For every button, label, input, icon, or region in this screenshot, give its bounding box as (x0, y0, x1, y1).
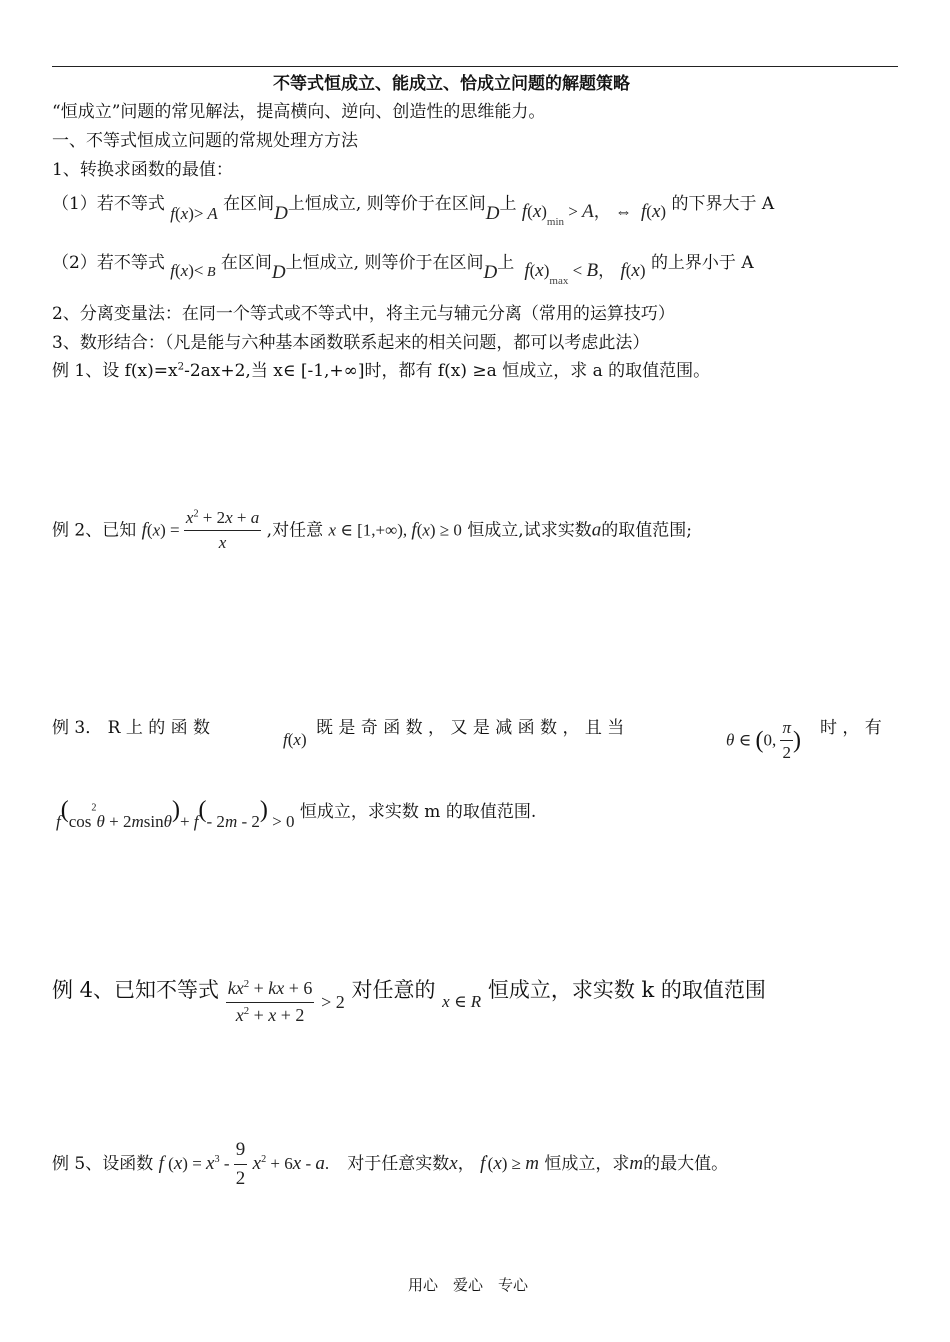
formula-fmin-gt-A: f (521, 201, 528, 222)
item-3-text: 3、数形结合：（凡是能与六种基本函数联系起来的相关问题，都可以考虑此法） (52, 333, 650, 353)
example-4-fraction: $\frac{kx^2 + kx + 6}{x^2 + x + 2}$ (227, 978, 313, 1025)
example-3-shi: 时 ， 有 (820, 718, 882, 738)
item-1-heading: 1、转换求函数的最值： (52, 160, 233, 180)
header-rule (52, 66, 898, 67)
example-5: 例 5、设函数 f $(x) = x^3$ - $\frac{9}{2}$ $x^2 + 6x - a$. 对于任意实数x， f′(x) ≥ m 恒成立，求m的最大值。 (52, 1139, 729, 1189)
example-4: 例 4、已知不等式 $\frac{kx^2 + kx + 6}{x^2 + x + 2}$ > 2 对任意的 $^x$ ∈ $^R$ 恒成立，求实数 k 的取值范围 (52, 978, 766, 1025)
example-3-theta-interval: θ ∈ (0, $\frac{\pi}{2}$ ) (726, 718, 801, 763)
example-3-line-2: $f(\cos^2\theta + 2msin\theta)+ f(-$ 2m - 2) > 0 恒成立，求实数 m 的取值范围. (56, 797, 537, 831)
example-3-middle: 既 是 奇 函 数 ， 又 是 减 函 数 ， 且 当 (316, 718, 625, 738)
example-3-fx: f(x) (283, 730, 307, 749)
condition-2: （2）若不等式 f(x)< $_B$ 在区间D上恒成立, 则等价于在区间D上 $f(x)_{max} < B$， f(x) 的上界小于 A (52, 253, 754, 288)
condition-2-label: （2）若不等式 (52, 253, 165, 273)
formula-f-gt-A: f (170, 204, 175, 223)
intro-text: “恒成立”问题的常见解法，提高横向、逆向、创造性的思维能力。 (52, 102, 546, 122)
example-2-fraction: $\frac{x^2 + 2x + a}{x}$ (185, 508, 260, 553)
item-2-text: 2、分离变量法：在同一个等式或不等式中，将主元与辅元分离（常用的运算技巧） (52, 304, 675, 324)
equivalence-icon: ⇔ (610, 202, 637, 221)
example-1: 例 1、设 $f(x)=x^2-2ax+2$,当 x∈ [-1,+∞]时，都有 f(x) ≥a 恒成立，求 a 的取值范围。 (52, 361, 711, 381)
condition-1-label: （1）若不等式 (52, 194, 165, 214)
example-3-line-1: 例 3． R 上 的 函 数 (52, 718, 211, 738)
page-footer: 用心 爱心 专心 (408, 1276, 529, 1294)
example-5-fraction: $\frac{9}{2}$ (235, 1139, 246, 1189)
section-heading-1: 一、不等式恒成立问题的常规处理方方法 (52, 131, 358, 151)
example-2: 例 2、已知 f(x) = $\frac{x^2 + 2x + a}{x}$ ,对任意 x ∈ [1,+∞), f(x) ≥ 0 恒成立,试求实数a的取值范围; (52, 508, 692, 553)
page-title: 不等式恒成立、能成立、恰成立问题的解题策略 (273, 74, 630, 94)
condition-1: （1）若不等式 f(x)> A 在区间D上恒成立, 则等价于在区间D上 $f(x)_{min} > A$， ⇔ f(x) 的下界大于 A (52, 194, 775, 229)
